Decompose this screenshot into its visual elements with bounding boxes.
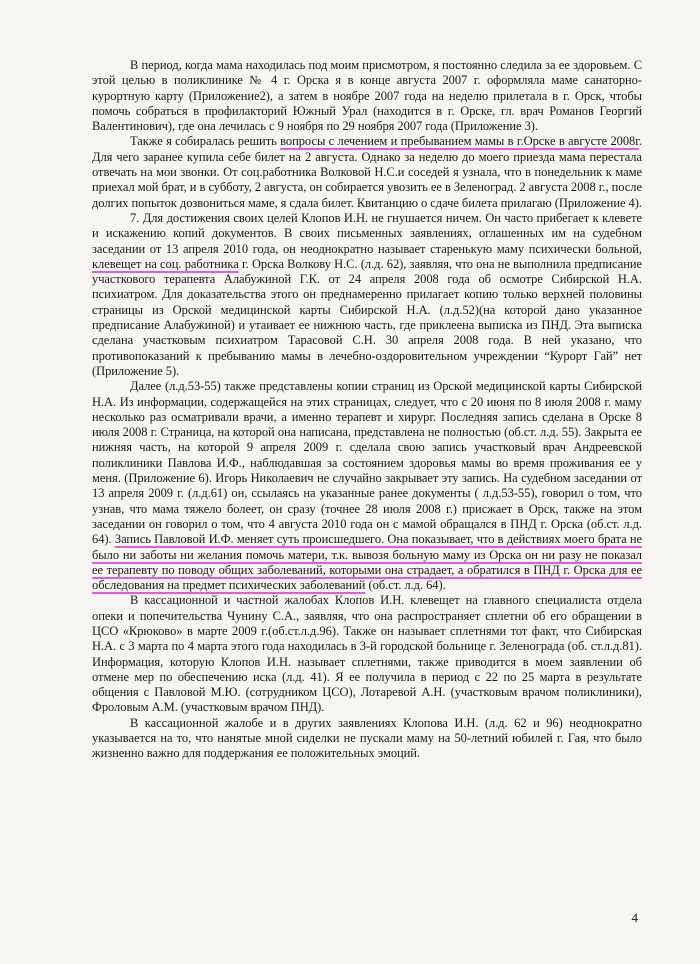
paragraph-text: Также я собиралась решить bbox=[130, 134, 281, 149]
highlighted-text: вопросы с лечением и пребыванием мамы в г.Орске в августе 2008г bbox=[280, 134, 639, 149]
paragraph-text: Далее (л.д.53-55) также представлены копии страниц из Орской медицинской карты Сибирской Н.А. Из информации, содержащейся на этих страницах, следует, что с 20 июня по 8 июля 2008 г. маму несколько раз осматривали врачи, а именно терапевт и хирург. Последняя запись сделана в Орске 8 июля 2008 г. Страница, на которой она написана, представлена не полностью (об.ст. л.д. 55). Закрыта ее нижняя часть, на которой 9 апреля 2009 г. сделала свою запись участковый врач Андреевской поликлиники Павлова И.Ф., наблюдавшая за состоянием здоровья мамы во время проживания ее у меня. (Приложение 6). Игорь Николаевич не случайно закрывает эту запись. На судебном заседании от 13 апреля 2009 г. (л.д.61) он, ссылаясь на указанные ранее документы ( л.д.53-55), говорил о том, что узнав, что мама тяжело болеет, он сразу (точнее 28 июля 2008 г.) присжает в Орск, также на этом заседании он говорил о том, что 4 августа 2010 года он с мамой обращался в ПНД г. Орска (об.ст. л.д. 64). bbox=[92, 379, 642, 547]
paragraph-item-7-slander bbox=[92, 211, 642, 379]
paragraph-text: г. Орска Волкову Н.С. (л.д. 62), заявляя, что она не выполнила предписание участкового терапевта Алабужиной Г.К. от 24 апреля 2008 года об осмотре Сибирской Н.А. психиатром. Для доказательства этого он преднамеренно прилагает копию только верхней половины страницы из Орской медицинской карты Сибирской Н.А. (л.д.52)(на которой дано указанное предписание Алабужиной) и утаивает ее нижнюю часть, где приклеена выписка из ПНД. Эта выписка сделана участковым психиатром Тарасовой С.Н. 30 апреля 2008 года. В ней указано, что противопоказаний к пребыванию мамы в лечебно-оздоровительном учреждении “Курорт Гай” нет (Приложение 5). bbox=[92, 256, 642, 378]
paragraph-august-2008-trip bbox=[92, 134, 642, 210]
paragraph-medical-records bbox=[92, 379, 642, 593]
paragraph-text: В кассационной жалобе и в других заявлениях Клопова И.Н. (л.д. 62 и 96) неоднократно указывается на то, что нанятые мной сиделки не пускали маму на 50-летний юбилей г. Гая, что было жизненно важно для поддержания ее положительных эмоций. bbox=[92, 715, 642, 761]
paragraph-text: (об.ст. л.д. 64). bbox=[365, 578, 446, 593]
page-number: 4 bbox=[631, 910, 638, 925]
paragraph-cassation-complaints bbox=[92, 593, 642, 715]
highlighted-text: клевещет на соц. работника bbox=[92, 256, 239, 271]
paragraph-text: В период, когда мама находилась под моим присмотром, я постоянно следила за ее здоровьем. С этой целью в поликлинике № 4 г. Орска я в конце августа 2007 г. оформляла маме санаторно-курортную карту (Приложение2), а затем в ноябре 2007 года на неделю прилетала в г. Орск, чтобы помочь собраться в профилакторий Южный Урал (находится в г. Орске, гл. врач Романов Георгий Валентинович), где она лечилась с 9 ноября по 29 ноября 2007 года (Приложение 3). bbox=[92, 58, 642, 134]
paragraph-text: В кассационной и частной жалобах Клопов И.Н. клевещет на главного специалиста отдела опеки и попечительства Чунину С.А., заявляя, что она распространяет сплетни об его обращении в ЦСО «Крюково» в марте 2009 г.(об.ст.л.д.96). Также он называет сплетнями тот факт, что Сибирская Н.А. с 3 марта по 4 марта этого года находилась в 3-й городской больнице г. Зеленограда (об. ст.л.д.81). Информация, которую Клопов И.Н. называет сплетнями, также приводится в моем заявлении об отмене мер по обеспечению иска (л.д. 41). Я ее получила в период с 22 по 25 марта в результате общения с Павловой М.Ю. (сотрудником ЦСО), Лотаревой А.Н. (участковым врачом поликлиники), Фроловым А.М. (участковым врачом ПНД). bbox=[92, 593, 642, 715]
paragraph-supervision bbox=[92, 58, 642, 134]
paragraph-caregivers bbox=[92, 716, 642, 762]
paragraph-text: 7. Для достижения своих целей Клопов И.Н. не гнушается ничем. Он часто прибегает к клевете и искажению копий документов. В своих письменных заявлениях, оглашенных им на судебном заседании от 13 апреля 2010 года, он неоднократно называет старенькую маму психически больной, bbox=[92, 210, 642, 256]
highlighted-text: Запись Павловой И.Ф. меняет суть происшедшего. Она показывает, что в действиях моего брата не было ни заботы ни желания помочь матери, т.к. вывозя больную маму из Орска он ни разу не показал ее терапевту по поводу общих заболеваний, которыми она страдает, а обратился в ПНД г. Орска для ее обследования на предмет психических заболеваний bbox=[92, 532, 642, 593]
paragraph-text: . Для чего заранее купила себе билет на 2 августа. Однако за неделю до моего приезда мама перестала отвечать на мои звонки. От соц.работника Волковой Н.С.и соседей я узнала, что в понедельник к маме приехал мой брат, и в субботу, 2 августа, он собирается увозить ее в Зеленоград. 2 августа 2008 г., после долгих попыток дозвониться маме, я сдала билет. Квитанцию о сдаче билета прилагаю (Приложение 4). bbox=[92, 134, 642, 210]
